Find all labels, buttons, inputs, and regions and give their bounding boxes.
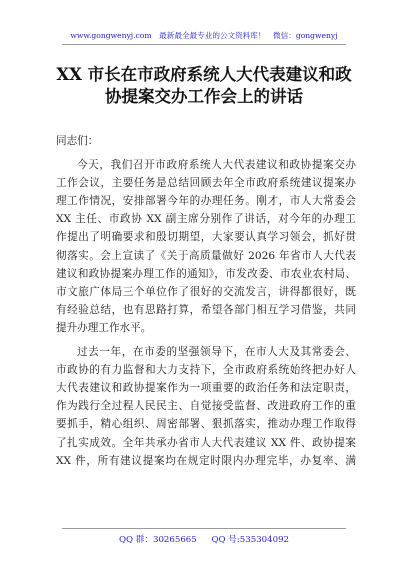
salutation: 同志们： [56, 135, 99, 147]
paragraph-2-line-6: 了扎实成效。全年共承办省市人大代表建议 XX 件、政协提案 [56, 436, 356, 449]
footer-divider [62, 528, 346, 529]
paragraph-2-line-1: 过去一年，在市委的坚强领导下，在市人大及其常委会、 [77, 346, 356, 359]
paragraph-1-line-10: 提升办理工作水平。 [56, 321, 152, 334]
paragraph-2-line-3: 大代表建议和政协提案作为一项重要的政治任务和法定职责， [56, 382, 356, 395]
title-line-2: 协提案交办工作会上的讲话 [105, 87, 303, 106]
paragraph-2-line-4: 作为践行全过程人民民主、自觉接受监督、改进政府工作的重 [56, 400, 356, 413]
footer-qq-number: QQ 号:535304092 [211, 535, 290, 545]
paragraph-1-line-8: 市文旅广体局三个单位作了很好的交流发言，讲得都很好，既 [56, 285, 356, 298]
page-footer [0, 533, 408, 545]
title-line-1: XX 市长在市政府系统人大代表建议和政 [56, 65, 352, 84]
paragraph-1-line-9: 有经验总结，也有思路打算，希望各部门相互学习借鉴，共同 [56, 303, 356, 316]
paragraph-1-line-5: 作提出了明确要求和殷切期望，大家要认真学习领会，抓好贯 [56, 231, 356, 244]
header-divider [62, 44, 346, 45]
paragraph-2-line-2: 市政协的有力监督和大力支持下，全市政府系统始终把办好人 [56, 364, 356, 377]
document-title [40, 64, 368, 108]
paragraph-1-line-1: 今天，我们召开市政府系统人大代表建议和政协提案交办 [77, 159, 356, 172]
paragraph-1-line-7: 建议和政协提案办理工作的通知》，市发改委、市农业农村局、 [56, 267, 356, 280]
paragraph-1-line-2: 工作会议，主要任务是总结回顾去年全市政府系统建议提案办 [56, 177, 356, 190]
page-header [0, 30, 408, 41]
document-body [56, 132, 356, 470]
paragraph-1-line-6: 彻落实。会上宣读了《关于高质量做好 2026 年省市人大代表 [56, 249, 356, 262]
paragraph-2-line-5: 要抓手，精心组织、周密部署、狠抓落实，推动办理工作取得 [56, 418, 356, 431]
paragraph-2-line-7: XX 件，所有建议提案均在规定时限内办理完毕，办复率、满 [56, 454, 356, 467]
footer-qq-group: QQ 群：30265665 [118, 535, 197, 545]
paragraph-1-line-3: 理工作情况，安排部署今年的办理任务。刚才，市人大常委会 [56, 195, 356, 208]
header-text: www.gongwenyj.com 最新最全最专业的公文资料库！ 微信：gongwenyj [70, 31, 338, 40]
paragraph-1-line-4: XX 主任、市政协 XX 副主席分别作了讲话，对今年的办理工 [56, 213, 356, 226]
